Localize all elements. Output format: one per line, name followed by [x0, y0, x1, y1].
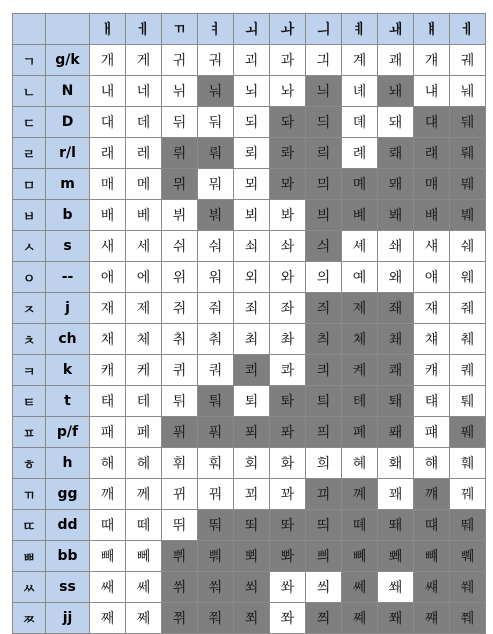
- syllable-cell: 쥐: [162, 293, 198, 324]
- syllable-cell: 뷔: [162, 200, 198, 231]
- syllable-cell: 애: [90, 262, 126, 293]
- syllable-cell: 뎨: [342, 107, 378, 138]
- syllable-cell: 최: [234, 324, 270, 355]
- consonant-header: ㄲ: [13, 479, 46, 510]
- romanization-header: ss: [46, 572, 90, 603]
- romanization-header: jj: [46, 603, 90, 634]
- syllable-cell: 레: [126, 138, 162, 169]
- syllable-cell: 메: [126, 169, 162, 200]
- syllable-cell: 쉐: [450, 231, 486, 262]
- syllable-cell-highlighted: 켸: [342, 355, 378, 386]
- syllable-cell-highlighted: 뺴: [414, 541, 450, 572]
- vowel-header: ㅒ: [414, 14, 450, 45]
- syllable-cell-highlighted: 뮈: [162, 169, 198, 200]
- syllable-cell-highlighted: 쵀: [378, 324, 414, 355]
- syllable-cell-highlighted: 쫴: [378, 603, 414, 634]
- syllable-cell: 둬: [198, 107, 234, 138]
- syllable-cell-highlighted: 뒈: [450, 107, 486, 138]
- syllable-cell: 때: [90, 510, 126, 541]
- syllable-cell-highlighted: 졔: [342, 293, 378, 324]
- syllable-cell: 워: [198, 262, 234, 293]
- syllable-cell: 휘: [162, 448, 198, 479]
- syllable-cell-highlighted: 뱨: [414, 200, 450, 231]
- syllable-cell-highlighted: 럐: [414, 138, 450, 169]
- syllable-cell: 대: [90, 107, 126, 138]
- syllable-cell: 얘: [414, 262, 450, 293]
- syllable-cell: 귀: [162, 45, 198, 76]
- consonant-header: ㄷ: [13, 107, 46, 138]
- syllable-cell: 퉤: [450, 386, 486, 417]
- consonant-header: ㅍ: [13, 417, 46, 448]
- consonant-header: ㄹ: [13, 138, 46, 169]
- syllable-cell: 햬: [414, 448, 450, 479]
- syllable-cell-highlighted: 썌: [414, 572, 450, 603]
- header-row: [13, 14, 486, 45]
- vowel-header: ㅕ: [198, 14, 234, 45]
- syllable-cell: 깨: [90, 479, 126, 510]
- syllable-cell: 뛰: [162, 510, 198, 541]
- syllable-cell-highlighted: 츼: [306, 324, 342, 355]
- syllable-cell: 좌: [270, 293, 306, 324]
- syllable-cell: 쇠: [234, 231, 270, 262]
- syllable-cell-highlighted: 뛔: [450, 510, 486, 541]
- table-row: [13, 417, 486, 448]
- syllable-cell: 에: [126, 262, 162, 293]
- syllable-cell-highlighted: 붸: [450, 200, 486, 231]
- romanization-header: bb: [46, 541, 90, 572]
- syllable-cell: 패: [90, 417, 126, 448]
- syllable-cell: 매: [90, 169, 126, 200]
- romanization-header: dd: [46, 510, 90, 541]
- consonant-header: ㅉ: [13, 603, 46, 634]
- syllable-cell: 줴: [450, 293, 486, 324]
- syllable-cell: 빼: [90, 541, 126, 572]
- consonant-header: ㅊ: [13, 324, 46, 355]
- syllable-cell: 테: [126, 386, 162, 417]
- syllable-cell: 떼: [126, 510, 162, 541]
- syllable-cell: 왜: [378, 262, 414, 293]
- syllable-cell-highlighted: 똬: [270, 510, 306, 541]
- consonant-header: ㅁ: [13, 169, 46, 200]
- vowel-header: ㅘ: [270, 14, 306, 45]
- syllable-cell: 놔: [270, 76, 306, 107]
- syllable-cell: 의: [306, 262, 342, 293]
- consonant-header: ㅎ: [13, 448, 46, 479]
- syllable-cell: 숴: [198, 231, 234, 262]
- table-row: [13, 138, 486, 169]
- syllable-cell-highlighted: 롸: [270, 138, 306, 169]
- syllable-cell-highlighted: 뭬: [450, 169, 486, 200]
- syllable-cell-highlighted: 눠: [198, 76, 234, 107]
- syllable-cell-highlighted: 끠: [306, 479, 342, 510]
- syllable-cell: 눼: [450, 76, 486, 107]
- syllable-cell: 죄: [234, 293, 270, 324]
- syllable-cell: 세: [126, 231, 162, 262]
- vowel-header: ㅚ: [234, 14, 270, 45]
- table-row: [13, 107, 486, 138]
- romanization-header: t: [46, 386, 90, 417]
- syllable-cell: 쫘: [270, 603, 306, 634]
- syllable-cell-highlighted: 톼: [270, 386, 306, 417]
- syllable-cell: 궈: [198, 45, 234, 76]
- syllable-cell-highlighted: 뿨: [198, 541, 234, 572]
- syllable-cell: 쐐: [378, 572, 414, 603]
- syllable-cell: 례: [342, 138, 378, 169]
- consonant-header: ㅅ: [13, 231, 46, 262]
- syllable-cell-highlighted: 꺠: [414, 479, 450, 510]
- syllable-cell: 회: [234, 448, 270, 479]
- syllable-cell: 와: [270, 262, 306, 293]
- syllable-cell: 헤: [126, 448, 162, 479]
- syllable-cell: 뇌: [234, 76, 270, 107]
- syllable-cell-highlighted: 쀠: [162, 541, 198, 572]
- syllable-cell-highlighted: 풰: [450, 417, 486, 448]
- syllable-cell-highlighted: 뚸: [198, 510, 234, 541]
- syllable-cell: 웨: [450, 262, 486, 293]
- syllable-cell-highlighted: 쭤: [198, 603, 234, 634]
- syllable-cell: 새: [90, 231, 126, 262]
- syllable-cell: 뢰: [234, 138, 270, 169]
- syllable-cell: 외: [234, 262, 270, 293]
- romanization-header: k: [46, 355, 90, 386]
- romanization-header: m: [46, 169, 90, 200]
- vowel-header: ㅔ: [126, 14, 162, 45]
- syllable-cell: 래: [90, 138, 126, 169]
- syllable-cell-highlighted: 뤄: [198, 138, 234, 169]
- syllable-cell: 쇄: [378, 231, 414, 262]
- consonant-header: ㅈ: [13, 293, 46, 324]
- corner-cell: [13, 14, 46, 45]
- romanization-header: s: [46, 231, 90, 262]
- romanization-header: gg: [46, 479, 90, 510]
- syllable-cell-highlighted: 븨: [306, 200, 342, 231]
- syllable-cell-highlighted: 떄: [414, 510, 450, 541]
- syllable-cell-highlighted: 즤: [306, 293, 342, 324]
- syllable-cell: 섀: [414, 231, 450, 262]
- syllable-cell-highlighted: 쮜: [162, 603, 198, 634]
- syllable-cell-highlighted: 볘: [342, 200, 378, 231]
- romanization-header: --: [46, 262, 90, 293]
- corner-cell: [46, 14, 90, 45]
- consonant-header: ㄴ: [13, 76, 46, 107]
- consonant-header: ㅋ: [13, 355, 46, 386]
- syllable-cell: 챼: [414, 324, 450, 355]
- vowel-header: ㅙ: [378, 14, 414, 45]
- syllable-cell-highlighted: 몌: [342, 169, 378, 200]
- syllable-cell-highlighted: 늬: [306, 76, 342, 107]
- syllable-cell: 꿰: [450, 479, 486, 510]
- table-row: [13, 200, 486, 231]
- syllable-cell-highlighted: 쬐: [234, 603, 270, 634]
- consonant-header: ㅃ: [13, 541, 46, 572]
- table-row: [13, 262, 486, 293]
- syllable-cell: 꽤: [378, 479, 414, 510]
- syllable-cell-highlighted: 뤼: [162, 138, 198, 169]
- syllable-cell: 체: [126, 324, 162, 355]
- syllable-cell-highlighted: 뾔: [234, 541, 270, 572]
- syllable-cell-highlighted: 쒸: [162, 572, 198, 603]
- syllable-cell: 케: [126, 355, 162, 386]
- syllable-cell-highlighted: 뤠: [450, 138, 486, 169]
- syllable-cell-highlighted: 풔: [198, 417, 234, 448]
- consonant-header: ㅂ: [13, 200, 46, 231]
- syllable-cell-highlighted: 쁴: [306, 541, 342, 572]
- table-row: [13, 76, 486, 107]
- syllable-cell: 태: [90, 386, 126, 417]
- syllable-cell-highlighted: 퓌: [162, 417, 198, 448]
- syllable-cell-highlighted: 쳬: [342, 324, 378, 355]
- syllable-cell-highlighted: 뙤: [234, 510, 270, 541]
- syllable-cell-highlighted: 쒀: [198, 572, 234, 603]
- syllable-cell: 페: [126, 417, 162, 448]
- syllable-cell: 뭐: [198, 169, 234, 200]
- syllable-cell: 뉘: [162, 76, 198, 107]
- syllable-cell-highlighted: 퐈: [270, 417, 306, 448]
- syllable-cell: 궤: [450, 45, 486, 76]
- romanization-header: g/k: [46, 45, 90, 76]
- syllable-cell-highlighted: 릐: [306, 138, 342, 169]
- syllable-cell-highlighted: 듸: [306, 107, 342, 138]
- syllable-cell: 뫼: [234, 169, 270, 200]
- syllable-cell: 배: [90, 200, 126, 231]
- table-row: [13, 293, 486, 324]
- syllable-cell: 솨: [270, 231, 306, 262]
- syllable-cell-highlighted: 봬: [378, 200, 414, 231]
- syllable-cell-highlighted: 돠: [270, 107, 306, 138]
- syllable-cell-highlighted: 뽜: [270, 541, 306, 572]
- table-row: [13, 479, 486, 510]
- syllable-cell: 쟤: [414, 293, 450, 324]
- syllable-cell: 쉬: [162, 231, 198, 262]
- syllable-cell: 촤: [270, 324, 306, 355]
- syllable-cell: 퀴: [162, 355, 198, 386]
- syllable-cell: 재: [90, 293, 126, 324]
- syllable-cell: 봐: [270, 200, 306, 231]
- syllable-cell: 뵈: [234, 200, 270, 231]
- syllable-cell: 예: [342, 262, 378, 293]
- syllable-cell-highlighted: 틔: [306, 386, 342, 417]
- syllable-cell-highlighted: 띄: [306, 510, 342, 541]
- syllable-cell: 뻬: [126, 541, 162, 572]
- syllable-cell: 개: [90, 45, 126, 76]
- syllable-cell: 되: [234, 107, 270, 138]
- syllable-cell-highlighted: 쾌: [378, 355, 414, 386]
- syllable-cell-highlighted: 퉈: [198, 386, 234, 417]
- syllable-cell: 과: [270, 45, 306, 76]
- table-row: [13, 603, 486, 634]
- syllable-cell: 춰: [198, 324, 234, 355]
- table-row: [13, 169, 486, 200]
- table-row: [13, 448, 486, 479]
- syllable-cell: 쏴: [270, 572, 306, 603]
- romanization-header: r/l: [46, 138, 90, 169]
- syllable-cell-highlighted: 폐: [342, 417, 378, 448]
- syllable-cell: 괘: [378, 45, 414, 76]
- syllable-cell-highlighted: 뼤: [342, 541, 378, 572]
- syllable-cell-highlighted: 좨: [378, 293, 414, 324]
- syllable-cell: 뒤: [162, 107, 198, 138]
- syllable-cell: 취: [162, 324, 198, 355]
- romanization-header: p/f: [46, 417, 90, 448]
- syllable-cell-highlighted: 뽸: [378, 541, 414, 572]
- syllable-cell: 뀌: [162, 479, 198, 510]
- syllable-cell-highlighted: 싀: [306, 231, 342, 262]
- syllable-cell-highlighted: 쒜: [450, 572, 486, 603]
- syllable-cell-highlighted: 쯰: [306, 603, 342, 634]
- table-row: [13, 386, 486, 417]
- syllable-cell-highlighted: 뫄: [270, 169, 306, 200]
- vowel-header: ㅔ: [450, 14, 486, 45]
- syllable-cell-highlighted: 톄: [342, 386, 378, 417]
- syllable-cell: 꾀: [234, 479, 270, 510]
- table-row: [13, 45, 486, 76]
- syllable-cell: 튀: [162, 386, 198, 417]
- syllable-cell: 베: [126, 200, 162, 231]
- consonant-header: ㅌ: [13, 386, 46, 417]
- syllable-cell-highlighted: 붜: [198, 200, 234, 231]
- romanization-header: N: [46, 76, 90, 107]
- syllable-cell: 꽈: [270, 479, 306, 510]
- syllable-cell-highlighted: 먜: [414, 169, 450, 200]
- syllable-cell-highlighted: 퇘: [378, 386, 414, 417]
- syllable-cell-highlighted: 뗴: [342, 510, 378, 541]
- syllable-cell: 훼: [450, 448, 486, 479]
- syllable-cell: 데: [126, 107, 162, 138]
- hangul-syllable-table: [12, 13, 486, 634]
- syllable-cell: 훠: [198, 448, 234, 479]
- consonant-header: ㅆ: [13, 572, 46, 603]
- syllable-cell: 위: [162, 262, 198, 293]
- syllable-cell-highlighted: 꼐: [342, 479, 378, 510]
- syllable-cell-highlighted: 뫠: [378, 169, 414, 200]
- romanization-header: b: [46, 200, 90, 231]
- syllable-cell: 혜: [342, 448, 378, 479]
- syllable-cell: 쩨: [126, 603, 162, 634]
- syllable-cell: 께: [126, 479, 162, 510]
- syllable-cell: 췌: [450, 324, 486, 355]
- table-row: [13, 231, 486, 262]
- syllable-cell: 내: [90, 76, 126, 107]
- syllable-cell: 채: [90, 324, 126, 355]
- consonant-header: ㄸ: [13, 510, 46, 541]
- syllable-cell: 쎄: [126, 572, 162, 603]
- syllable-cell-highlighted: 픠: [306, 417, 342, 448]
- table-row: [13, 355, 486, 386]
- syllable-cell-highlighted: 쎼: [342, 572, 378, 603]
- syllable-cell-highlighted: 댸: [414, 107, 450, 138]
- syllable-cell: 콰: [270, 355, 306, 386]
- syllable-cell-highlighted: 뙈: [378, 510, 414, 541]
- syllable-cell: 턔: [414, 386, 450, 417]
- syllable-cell-highlighted: 쀄: [450, 541, 486, 572]
- syllable-cell: 셰: [342, 231, 378, 262]
- syllable-cell: 네: [126, 76, 162, 107]
- syllable-cell-highlighted: 쐬: [234, 572, 270, 603]
- table-row: [13, 541, 486, 572]
- consonant-header: ㅇ: [13, 262, 46, 293]
- syllable-cell: 제: [126, 293, 162, 324]
- vowel-header: ㅖ: [342, 14, 378, 45]
- syllable-cell: 괴: [234, 45, 270, 76]
- syllable-cell: 꿔: [198, 479, 234, 510]
- table-row: [13, 324, 486, 355]
- syllable-cell-highlighted: 퐤: [378, 417, 414, 448]
- syllable-cell: 째: [90, 603, 126, 634]
- syllable-cell: 씌: [306, 572, 342, 603]
- syllable-cell: 희: [306, 448, 342, 479]
- syllable-cell-highlighted: 뢔: [378, 138, 414, 169]
- syllable-cell: 걔: [414, 45, 450, 76]
- syllable-cell-highlighted: 쾨: [234, 355, 270, 386]
- syllable-cell-highlighted: 쮀: [450, 603, 486, 634]
- syllable-cell: 홰: [378, 448, 414, 479]
- syllable-cell-highlighted: 놰: [378, 76, 414, 107]
- syllable-cell: 녜: [342, 76, 378, 107]
- syllable-cell: 게: [126, 45, 162, 76]
- syllable-cell: 해: [90, 448, 126, 479]
- syllable-cell-highlighted: 푀: [234, 417, 270, 448]
- romanization-header: h: [46, 448, 90, 479]
- vowel-header: ㅢ: [306, 14, 342, 45]
- romanization-header: ch: [46, 324, 90, 355]
- syllable-cell: 돼: [378, 107, 414, 138]
- syllable-cell: 쿼: [198, 355, 234, 386]
- syllable-cell: 컈: [414, 355, 450, 386]
- vowel-header: ㄲ: [162, 14, 198, 45]
- syllable-cell: 긔: [306, 45, 342, 76]
- syllable-cell-highlighted: 쪠: [342, 603, 378, 634]
- consonant-header: ㄱ: [13, 45, 46, 76]
- table-row: [13, 510, 486, 541]
- romanization-header: D: [46, 107, 90, 138]
- syllable-cell: 냬: [414, 76, 450, 107]
- syllable-cell: 계: [342, 45, 378, 76]
- table-row: [13, 572, 486, 603]
- syllable-cell: 퇴: [234, 386, 270, 417]
- syllable-cell-highlighted: 킈: [306, 355, 342, 386]
- vowel-header: ㅐ: [90, 14, 126, 45]
- syllable-cell: 줘: [198, 293, 234, 324]
- syllable-cell-highlighted: 믜: [306, 169, 342, 200]
- syllable-cell: 퀘: [450, 355, 486, 386]
- syllable-cell-highlighted: 쨰: [414, 603, 450, 634]
- syllable-cell: 화: [270, 448, 306, 479]
- syllable-cell: 퍠: [414, 417, 450, 448]
- romanization-header: j: [46, 293, 90, 324]
- syllable-cell: 캐: [90, 355, 126, 386]
- syllable-cell: 쌔: [90, 572, 126, 603]
